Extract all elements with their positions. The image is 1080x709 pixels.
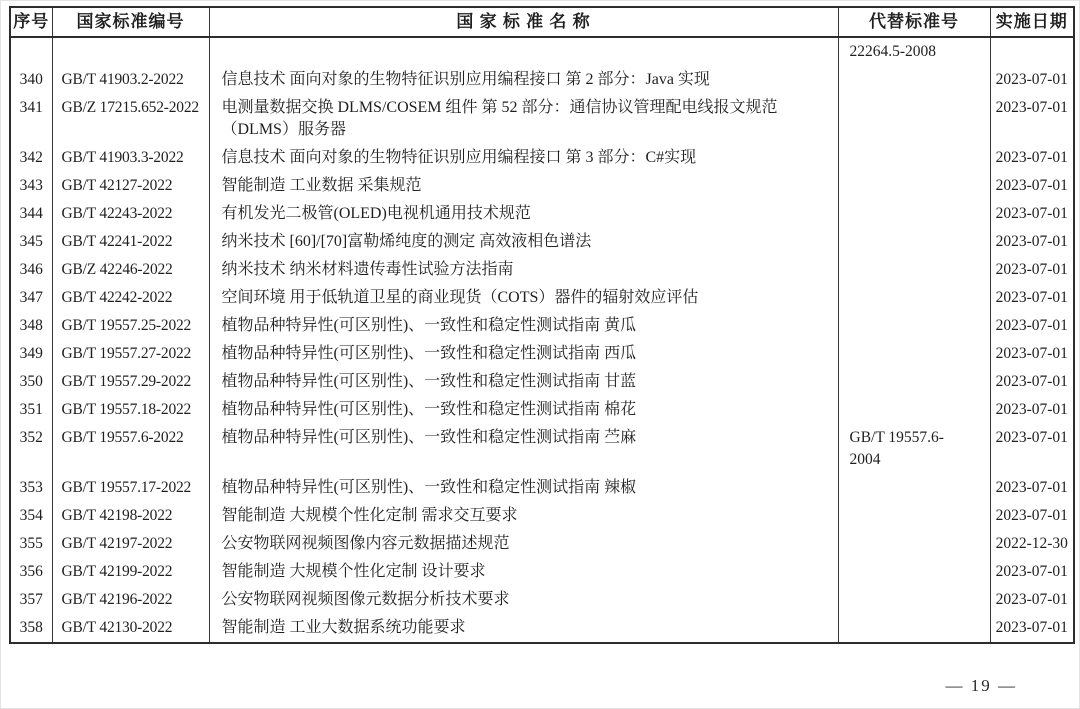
col-header-code: 国家标准编号 xyxy=(52,7,209,37)
cell-code: GB/T 19557.25-2022 xyxy=(52,312,209,340)
cell-code: GB/T 42199-2022 xyxy=(52,558,209,586)
table-row xyxy=(10,502,1074,530)
table-row xyxy=(10,340,1074,368)
cell-replaced xyxy=(838,200,990,228)
cell-name: 智能制造 大规模个性化定制 需求交互要求 xyxy=(209,502,838,530)
cell-date: 2022-12-30 xyxy=(990,530,1074,558)
cell-seq: 358 xyxy=(10,614,52,643)
table-row xyxy=(10,256,1074,284)
cell-seq: 349 xyxy=(10,340,52,368)
cell-seq: 345 xyxy=(10,228,52,256)
cell-name: 植物品种特异性(可区别性)、一致性和稳定性测试指南 黄瓜 xyxy=(209,312,838,340)
cell-replaced xyxy=(838,284,990,312)
cell-date: 2023-07-01 xyxy=(990,502,1074,530)
cell-date: 2023-07-01 xyxy=(990,228,1074,256)
cell-date: 2023-07-01 xyxy=(990,558,1074,586)
table-row xyxy=(10,200,1074,228)
table-row xyxy=(10,172,1074,200)
standards-table xyxy=(9,6,1075,644)
cell-replaced xyxy=(838,66,990,94)
page-number: — 19 — xyxy=(945,676,1017,695)
cell-seq: 340 xyxy=(10,66,52,94)
cell-code: GB/T 41903.3-2022 xyxy=(52,144,209,172)
cell-code: GB/T 41903.2-2022 xyxy=(52,66,209,94)
cell-date: 2023-07-01 xyxy=(990,312,1074,340)
cell-seq: 353 xyxy=(10,474,52,502)
cell-name: 纳米技术 [60]/[70]富勒烯纯度的测定 高效液相色谱法 xyxy=(209,228,838,256)
cell-name: 有机发光二极管(OLED)电视机通用技术规范 xyxy=(209,200,838,228)
cell-date: 2023-07-01 xyxy=(990,200,1074,228)
cell-seq: 341 xyxy=(10,94,52,144)
cell-code: GB/Z 42246-2022 xyxy=(52,256,209,284)
cell-code: GB/T 42242-2022 xyxy=(52,284,209,312)
cell-date: 2023-07-01 xyxy=(990,144,1074,172)
cell-name xyxy=(209,37,838,66)
cell-replaced: GB/T 19557.6-2004 xyxy=(838,424,990,474)
table-row xyxy=(10,368,1074,396)
cell-name: 公安物联网视频图像元数据分析技术要求 xyxy=(209,586,838,614)
cell-replaced xyxy=(838,396,990,424)
cell-seq xyxy=(10,37,52,66)
cell-replaced xyxy=(838,94,990,144)
cell-replaced xyxy=(838,586,990,614)
cell-code: GB/T 42198-2022 xyxy=(52,502,209,530)
cell-replaced xyxy=(838,144,990,172)
cell-code: GB/T 19557.17-2022 xyxy=(52,474,209,502)
cell-replaced xyxy=(838,502,990,530)
cell-name: 植物品种特异性(可区别性)、一致性和稳定性测试指南 辣椒 xyxy=(209,474,838,502)
table-header-row xyxy=(10,7,1074,37)
cell-date: 2023-07-01 xyxy=(990,256,1074,284)
table-row xyxy=(10,474,1074,502)
cell-date: 2023-07-01 xyxy=(990,284,1074,312)
cell-code xyxy=(52,37,209,66)
cell-date: 2023-07-01 xyxy=(990,94,1074,144)
table-row xyxy=(10,558,1074,586)
cell-name: 信息技术 面向对象的生物特征识别应用编程接口 第 3 部分：C#实现 xyxy=(209,144,838,172)
cell-code: GB/Z 17215.652-2022 xyxy=(52,94,209,144)
col-header-seq: 序号 xyxy=(10,7,52,37)
table-row xyxy=(10,424,1074,474)
cell-replaced xyxy=(838,530,990,558)
table-body xyxy=(10,37,1074,643)
cell-date: 2023-07-01 xyxy=(990,172,1074,200)
table-row xyxy=(10,94,1074,144)
cell-name: 智能制造 工业数据 采集规范 xyxy=(209,172,838,200)
table-row xyxy=(10,586,1074,614)
cell-seq: 343 xyxy=(10,172,52,200)
cell-date: 2023-07-01 xyxy=(990,396,1074,424)
cell-date: 2023-07-01 xyxy=(990,368,1074,396)
cell-seq: 354 xyxy=(10,502,52,530)
cell-date: 2023-07-01 xyxy=(990,424,1074,474)
cell-replaced xyxy=(838,474,990,502)
cell-seq: 347 xyxy=(10,284,52,312)
cell-code: GB/T 42241-2022 xyxy=(52,228,209,256)
cell-seq: 355 xyxy=(10,530,52,558)
cell-replaced xyxy=(838,340,990,368)
cell-name: 公安物联网视频图像内容元数据描述规范 xyxy=(209,530,838,558)
table-row xyxy=(10,396,1074,424)
cell-name: 空间环境 用于低轨道卫星的商业现货（COTS）器件的辐射效应评估 xyxy=(209,284,838,312)
cell-code: GB/T 42197-2022 xyxy=(52,530,209,558)
cell-replaced: 22264.5-2008 xyxy=(838,37,990,66)
cell-date: 2023-07-01 xyxy=(990,614,1074,643)
table-row xyxy=(10,530,1074,558)
cell-replaced xyxy=(838,558,990,586)
cell-seq: 348 xyxy=(10,312,52,340)
cell-replaced xyxy=(838,312,990,340)
cell-name: 植物品种特异性(可区别性)、一致性和稳定性测试指南 苎麻 xyxy=(209,424,838,474)
cell-name: 信息技术 面向对象的生物特征识别应用编程接口 第 2 部分：Java 实现 xyxy=(209,66,838,94)
cell-code: GB/T 42127-2022 xyxy=(52,172,209,200)
table-row xyxy=(10,66,1074,94)
cell-replaced xyxy=(838,172,990,200)
cell-seq: 352 xyxy=(10,424,52,474)
cell-name: 植物品种特异性(可区别性)、一致性和稳定性测试指南 西瓜 xyxy=(209,340,838,368)
table-row xyxy=(10,284,1074,312)
col-header-date: 实施日期 xyxy=(990,7,1074,37)
table-row xyxy=(10,312,1074,340)
cell-replaced xyxy=(838,228,990,256)
cell-date: 2023-07-01 xyxy=(990,586,1074,614)
cell-code: GB/T 19557.18-2022 xyxy=(52,396,209,424)
table-row xyxy=(10,144,1074,172)
cell-code: GB/T 42130-2022 xyxy=(52,614,209,643)
table-row xyxy=(10,37,1074,66)
cell-seq: 346 xyxy=(10,256,52,284)
cell-date: 2023-07-01 xyxy=(990,474,1074,502)
cell-code: GB/T 19557.6-2022 xyxy=(52,424,209,474)
cell-replaced xyxy=(838,256,990,284)
cell-replaced xyxy=(838,614,990,643)
col-header-replaced: 代替标准号 xyxy=(838,7,990,37)
cell-name: 智能制造 工业大数据系统功能要求 xyxy=(209,614,838,643)
cell-date: 2023-07-01 xyxy=(990,66,1074,94)
cell-seq: 356 xyxy=(10,558,52,586)
cell-code: GB/T 42196-2022 xyxy=(52,586,209,614)
cell-seq: 350 xyxy=(10,368,52,396)
cell-date xyxy=(990,37,1074,66)
cell-seq: 342 xyxy=(10,144,52,172)
table-row xyxy=(10,614,1074,643)
cell-replaced xyxy=(838,368,990,396)
cell-code: GB/T 19557.29-2022 xyxy=(52,368,209,396)
cell-name: 电测量数据交换 DLMS/COSEM 组件 第 52 部分：通信协议管理配电线报文规范（DLMS）服务器 xyxy=(209,94,838,144)
cell-name: 植物品种特异性(可区别性)、一致性和稳定性测试指南 棉花 xyxy=(209,396,838,424)
cell-code: GB/T 19557.27-2022 xyxy=(52,340,209,368)
cell-seq: 357 xyxy=(10,586,52,614)
cell-name: 智能制造 大规模个性化定制 设计要求 xyxy=(209,558,838,586)
cell-name: 纳米技术 纳米材料遗传毒性试验方法指南 xyxy=(209,256,838,284)
cell-name: 植物品种特异性(可区别性)、一致性和稳定性测试指南 甘蓝 xyxy=(209,368,838,396)
cell-seq: 344 xyxy=(10,200,52,228)
cell-date: 2023-07-01 xyxy=(990,340,1074,368)
table-row xyxy=(10,228,1074,256)
cell-seq: 351 xyxy=(10,396,52,424)
col-header-name: 国 家 标 准 名 称 xyxy=(209,7,838,37)
cell-code: GB/T 42243-2022 xyxy=(52,200,209,228)
